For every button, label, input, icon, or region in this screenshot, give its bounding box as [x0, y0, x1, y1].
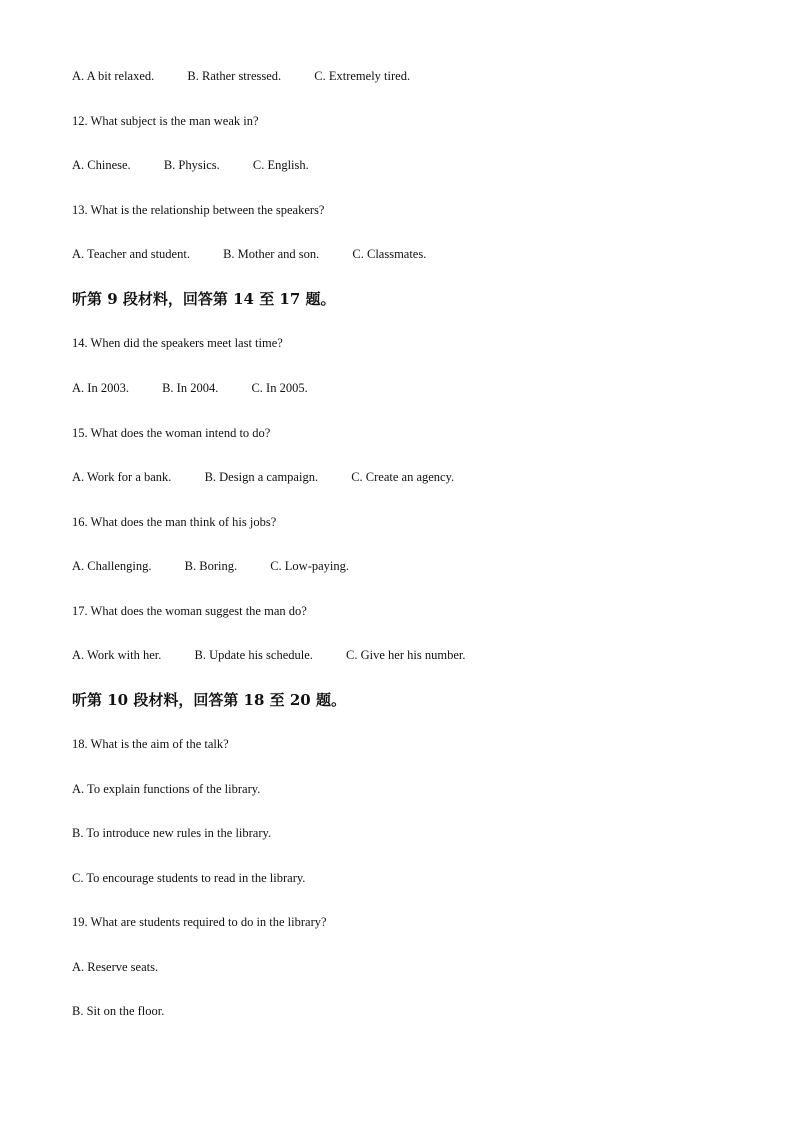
- q16-option-a: A. Challenging.: [72, 559, 152, 573]
- q15-question: 15. What does the woman intend to do?: [72, 426, 271, 440]
- q12-option-b: B. Physics.: [163, 158, 220, 172]
- q16-options: [72, 558, 349, 574]
- q15-options: [72, 469, 454, 485]
- q13-option-a: A. Teacher and student.: [72, 247, 190, 261]
- q17-option-b: B. Update his schedule.: [194, 648, 313, 662]
- q13-options: [72, 246, 426, 262]
- q14-question: 14. When did the speakers meet last time?: [72, 336, 283, 350]
- q11-option-b: B. Rather stressed.: [187, 69, 282, 83]
- section-heading-9: 听第 9 段材料，回答第 14 至 17 题。: [72, 290, 336, 308]
- q11-options: [72, 68, 410, 84]
- q19-question: 19. What are students required to do in the library?: [72, 915, 327, 929]
- q14-option-c: C. In 2005.: [251, 381, 308, 395]
- q12-options: [72, 157, 309, 173]
- q11-option-c: C. Extremely tired.: [314, 69, 411, 83]
- q15-option-b: B. Design a campaign.: [204, 470, 319, 484]
- q15-option-a: A. Work for a bank.: [72, 470, 172, 484]
- section-heading-10: 听第 10 段材料，回答第 18 至 20 题。: [72, 691, 346, 709]
- q17-question: 17. What does the woman suggest the man do?: [72, 604, 307, 618]
- q17-option-c: C. Give her his number.: [346, 648, 466, 662]
- q17-options: [72, 647, 465, 663]
- q17-option-a: A. Work with her.: [72, 648, 162, 662]
- q16-option-c: C. Low-paying.: [270, 559, 350, 573]
- q15-option-c: C. Create an agency.: [351, 470, 455, 484]
- q12-option-c: C. English.: [252, 158, 309, 172]
- q18-option-b: B. To introduce new rules in the library.: [72, 826, 272, 840]
- q12-option-a: A. Chinese.: [72, 158, 131, 172]
- q12-question: 12. What subject is the man weak in?: [72, 114, 259, 128]
- q16-option-b: B. Boring.: [184, 559, 238, 573]
- q19-option-b: B. Sit on the floor.: [72, 1004, 165, 1018]
- q18-option-a: A. To explain functions of the library.: [72, 782, 261, 796]
- q14-option-a: A. In 2003.: [72, 381, 129, 395]
- q14-option-b: B. In 2004.: [162, 381, 219, 395]
- q18-option-c: C. To encourage students to read in the library.: [72, 871, 306, 885]
- q18-question: 18. What is the aim of the talk?: [72, 737, 229, 751]
- q13-option-c: C. Classmates.: [352, 247, 427, 261]
- q13-option-b: B. Mother and son.: [223, 247, 320, 261]
- q16-question: 16. What does the man think of his jobs?: [72, 515, 277, 529]
- q14-options: [72, 380, 308, 396]
- q19-option-a: A. Reserve seats.: [72, 960, 159, 974]
- q13-question: 13. What is the relationship between the speakers?: [72, 203, 325, 217]
- q11-option-a: A. A bit relaxed.: [72, 69, 155, 83]
